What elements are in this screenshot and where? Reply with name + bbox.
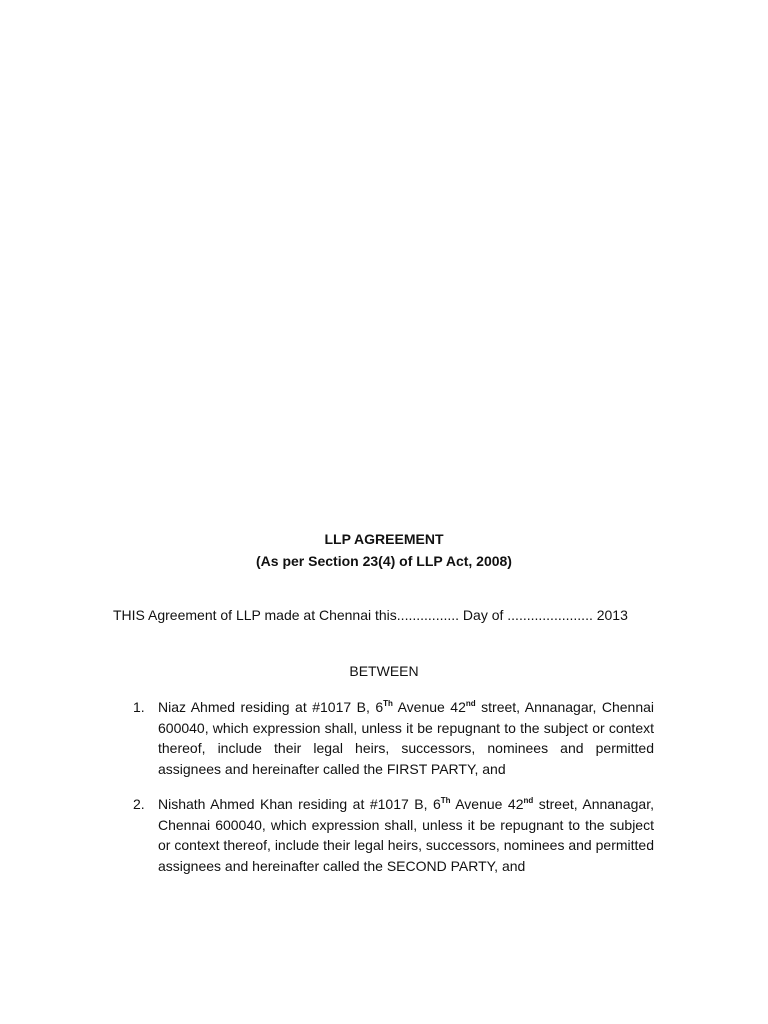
party-list bbox=[113, 697, 654, 891]
party-text bbox=[158, 697, 654, 779]
superscript: nd bbox=[465, 699, 476, 708]
party-item-first bbox=[113, 697, 654, 779]
party-text-part: Avenue 42 bbox=[392, 699, 466, 715]
party-text-part: Nishath Ahmed Khan residing at #1017 B, 6 bbox=[158, 796, 441, 812]
party-text-part: street, Annanagar, Chennai 600040, which expression shall, unless it be repugnant to the subject or context thereof, include their legal heirs, successors, nominees and permitted assignees and hereinafter called the FIRST PARTY, and bbox=[158, 699, 655, 777]
party-number: 1. bbox=[133, 699, 145, 715]
party-text-part: street, Annanagar, Chennai 600040, which expression shall, unless it be repugnant to the subject or context thereof, include their legal heirs, successors, nominees and permitted assignees and hereinafter called the SECOND PARTY, and bbox=[158, 796, 654, 874]
intro-paragraph: THIS Agreement of LLP made at Chennai this................ Day of ...................... 2013 bbox=[113, 607, 628, 623]
superscript: nd bbox=[523, 796, 534, 805]
party-number: 2. bbox=[133, 796, 145, 812]
superscript: Th bbox=[383, 699, 393, 708]
between-heading: BETWEEN bbox=[349, 663, 419, 679]
party-text-part: Niaz Ahmed residing at #1017 B, 6 bbox=[158, 699, 384, 715]
party-item-second bbox=[113, 794, 654, 876]
title-block bbox=[0, 528, 768, 572]
superscript: Th bbox=[440, 796, 451, 805]
party-text bbox=[158, 794, 654, 876]
party-text-part: Avenue 42 bbox=[450, 796, 524, 812]
document-subtitle: (As per Section 23(4) of LLP Act, 2008) bbox=[256, 553, 512, 569]
document-title: LLP AGREEMENT bbox=[324, 531, 444, 547]
